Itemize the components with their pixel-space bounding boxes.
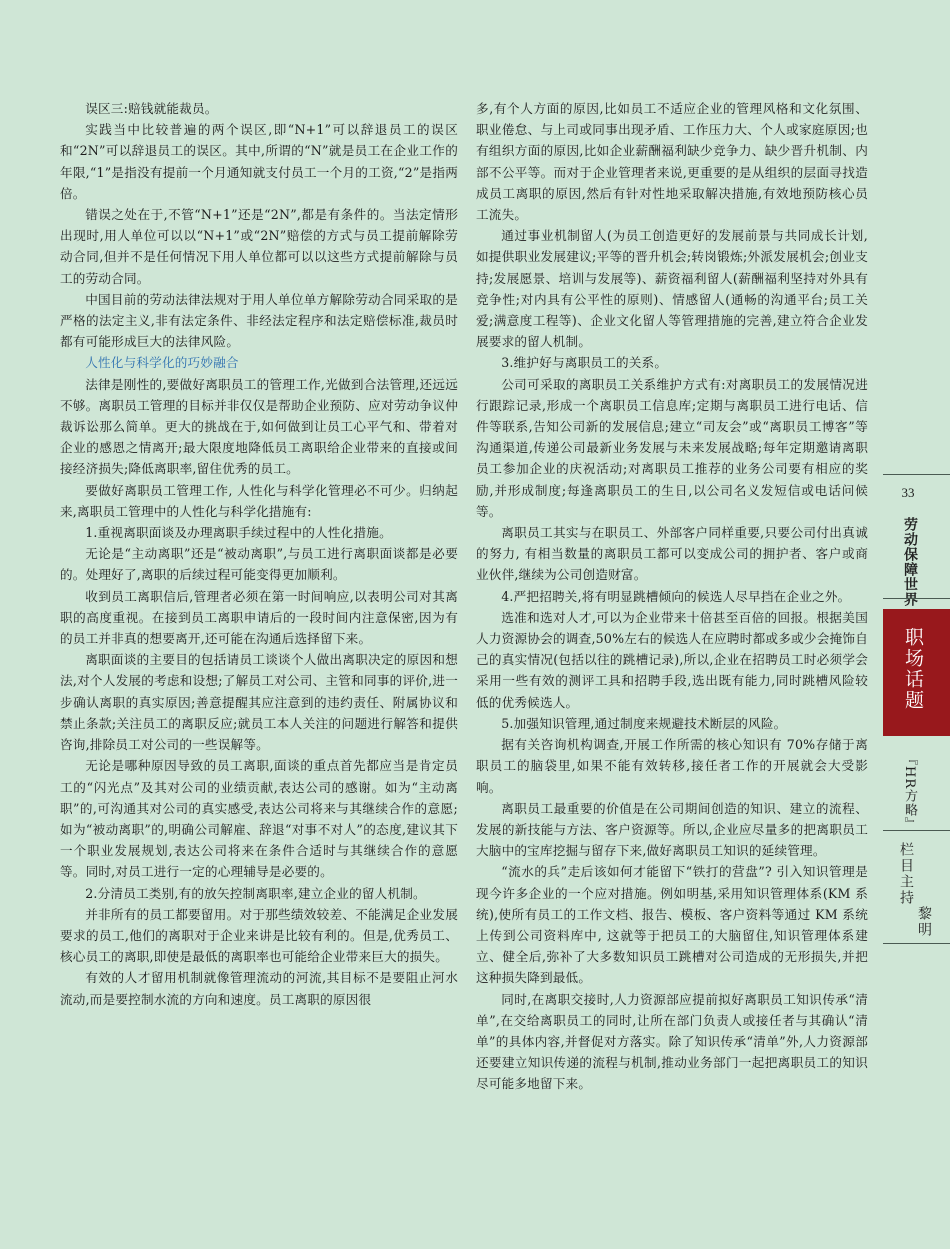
paragraph: 2.分清员工类别,有的放矢控制离职率,建立企业的留人机制。 bbox=[85, 885, 426, 901]
column-host-label: 栏目主持 bbox=[898, 842, 914, 906]
sidebar-divider bbox=[883, 943, 950, 944]
paragraph: 多,有个人方面的原因,比如员工不适应企业的管理风格和文化氛围、职业倦怠、与上司或同事出现矛盾、工作压力大、个人或家庭原因;也有组织方面的原因,比如企业薪酬福利缺少竞争力、缺少晋升机制、内部不公平等。而对于企业管理者来说,更重要的是从组织的层面寻找造成员工离职的原因,然后有针对性地采取解决措施,有效地预防核心员工流失。 bbox=[476, 101, 868, 223]
paragraph: 误区三:赔钱就能裁员。 bbox=[85, 101, 218, 116]
paragraph: 实践当中比较普遍的两个误区,即“N+1”可以辞退员工的误区和“2N”可以辞退员工的误区。其中,所谓的“N”就是员工在企业工作的年限,“1”是指没有提前一个月通知就支付员工一个月的工资,“2”是指两倍。 bbox=[60, 122, 458, 201]
paragraph: 法律是刚性的,要做好离职员工的管理工作,光做到合法管理,还远远不够。离职员工管理的目标并非仅仅是帮助企业预防、应对劳动争议仲裁诉讼那么简单。更大的挑战在于,如何做到让员工心平气和、带着对企业的感恩之情离开;最大限度地降低员工离职给企业带来的直接或间接经济损失;降低离职率,留住优秀的员工。 bbox=[60, 376, 458, 477]
section-label: 职场话题 bbox=[902, 627, 924, 711]
paragraph: 公司可采取的离职员工关系维护方式有:对离职员工的发展情况进行跟踪记录,形成一个离职员工信息库;定期与离职员工进行电话、信件等联系,告知公司新的发展信息;建立“司友会”或“离职员工博客”等沟通渠道,传递公司最新业务发展与未来发展战略;每年定期邀请离职员工参加企业的庆祝活动;对离职员工推荐的业务公司要有相应的奖励,并形成制度;每逢离职员工的生日,以公司名义发短信或电话问候等。 bbox=[476, 376, 868, 519]
paragraph: 错误之处在于,不管“N+1”还是“2N”,都是有条件的。当法定情形出现时,用人单位可以以“N+1”或“2N”赔偿的方式与员工提前解除劳动合同,但并不是任何情况下用人单位都可以以这些方式提前解除与员工的劳动合同。 bbox=[60, 207, 458, 286]
magazine-name: 劳动保障世界 bbox=[902, 517, 918, 607]
paragraph: 5.加强知识管理,通过制度来规避技术断层的风险。 bbox=[501, 715, 787, 731]
section-heading: 人性化与科学化的巧妙融合 bbox=[85, 355, 239, 371]
column-host-name: 黎明 bbox=[916, 906, 932, 938]
paragraph: 无论是“主动离职”还是“被动离职”,与员工进行离职面谈都是必要的。处理好了,离职的后续过程可能变得更加顺利。 bbox=[60, 546, 458, 583]
paragraph: 并非所有的员工都要留用。对于那些绩效较差、不能满足企业发展要求的员工,他们的离职对于企业来讲是比较有利的。但是,优秀员工、核心员工的离职,即使是最低的离职率也可能给企业带来巨大的损失。 bbox=[60, 906, 458, 965]
paragraph: 离职员工最重要的价值是在公司期间创造的知识、建立的流程、发展的新技能与方法、客户资源等。所以,企业应尽量多的把离职员工大脑中的宝库挖掘与留存下来,做好离职员工知识的延续管理。 bbox=[476, 800, 868, 859]
paragraph: 3.维护好与离职员工的关系。 bbox=[501, 355, 668, 371]
right-text-column bbox=[476, 98, 868, 1095]
sidebar-divider bbox=[883, 598, 950, 599]
left-text-column bbox=[60, 98, 458, 1010]
paragraph: 通过事业机制留人(为员工创造更好的发展前景与共同成长计划,如提供职业发展建议;平等的晋升机会;转岗锻炼;外派发展机会;创业支持;发展愿景、培训与发展等)、薪资福利留人(薪酬福利坚持对外具有竞争性;对内具有公平性的原则)、情感留人(通畅的沟通平台;员工关爱;满意度工程等)、企业文化留人等管理措施的完善,建立符合企业发展要求的留人机制。 bbox=[476, 228, 868, 350]
sidebar-divider bbox=[883, 474, 950, 475]
paragraph: 无论是哪种原因导致的员工离职,面谈的重点首先都应当是肯定员工的“闪光点”及其对公司的业绩贡献,表达公司的感谢。如为“主动离职”的,可沟通其对公司的真实感受,表达公司将来与其继续合作的意愿;如为“被动离职”的,明确公司解雇、辞退“对事不对人”的态度,建议其下一个职业发展规划,表达公司将来在条件合适时与其继续合作的意愿等。同时,对员工进行一定的心理辅导是必要的。 bbox=[60, 758, 458, 880]
paragraph: 要做好离职员工管理工作, 人性化与科学化管理必不可少。归纳起来,离职员工管理中的人性化与科学化措施有: bbox=[60, 482, 458, 519]
sidebar-divider bbox=[883, 830, 950, 831]
paragraph: 收到员工离职信后,管理者必须在第一时间响应,以表明公司对其离职的高度重视。在接到员工离职申请后的一段时间内注意保密,因为有的员工并非真的想要离开,还可能在沟通后选择留下来。 bbox=[60, 588, 458, 647]
page-sidebar bbox=[883, 0, 950, 1249]
paragraph: 4.严把招聘关,将有明显跳槽倾向的候选人尽早挡在企业之外。 bbox=[501, 588, 851, 604]
paragraph: 中国目前的劳动法律法规对于用人单位单方解除劳动合同采取的是严格的法定主义,非有法定条件、非经法定程序和法定赔偿标准,裁员时都有可能形成巨大的法律风险。 bbox=[60, 291, 458, 350]
page-number: 33 bbox=[901, 485, 915, 500]
paragraph: 离职面谈的主要目的包括请员工谈谈个人做出离职决定的原因和想法,对个人发展的考虑和设想;了解员工对公司、主管和同事的评价,进一步确认离职的真实原因;善意提醒其应注意到的违约责任、附属协议和禁止条款;关注员工的离职反应;就员工本人关注的问题进行解答和提供咨询,排除员工对公司的一些误解等。 bbox=[60, 652, 458, 753]
paragraph: 有效的人才留用机制就像管理流动的河流,其目标不是要阻止河水流动,而是要控制水流的方向和速度。员工离职的原因很 bbox=[60, 970, 458, 1007]
paragraph: 离职员工其实与在职员工、外部客户同样重要,只要公司付出真诚的努力, 有相当数量的离职员工都可以变成公司的拥护者、客户或商业伙伴,继续为公司创造财富。 bbox=[476, 525, 868, 583]
paragraph: 1.重视离职面谈及办理离职手续过程中的人性化措施。 bbox=[85, 525, 392, 541]
paragraph: 据有关咨询机构调查,开展工作所需的核心知识有 70%存储于离职员工的脑袋里,如果不能有效转移,接任者工作的开展就会大受影响。 bbox=[476, 737, 868, 795]
paragraph: 同时,在离职交接时,人力资源部应提前拟好离职员工知识传承“清单”,在交给离职员工的同时,让所在部门负责人或接任者与其确认“清单”的具体内容,并督促对方落实。除了知识传承“清单”外,人力资源部还要建立知识传递的流程与机制,推动业务部门一起把离职员工的知识尽可能多地留下来。 bbox=[476, 991, 868, 1092]
paragraph: “流水的兵”走后该如何才能留下“铁打的营盘”? 引入知识管理是现今许多企业的一个应对措施。例如明基,采用知识管理体系(KM 系统),使所有员工的工作文档、报告、模板、客户资料等通过 KM 系统上传到公司资料库中, 这就等于把员工的大脑留住,知识管理体系建立、健全后,弥补了大多数知识员工跳槽对公司造成的无形损失,并把这种损失降到最低。 bbox=[476, 864, 868, 986]
column-name: 『HR方略』 bbox=[902, 752, 917, 832]
paragraph: 选准和选对人才,可以为企业带来十倍甚至百倍的回报。根据美国人力资源协会的调查,50%左右的候选人在应聘时都或多或少会掩饰自己的真实情况(包括以往的跳槽记录),所以,企业在招聘员工时必须学会采用一些有效的测评工具和招聘手段,选出既有能力,同时跳槽风险较低的优秀候选人。 bbox=[476, 609, 868, 710]
